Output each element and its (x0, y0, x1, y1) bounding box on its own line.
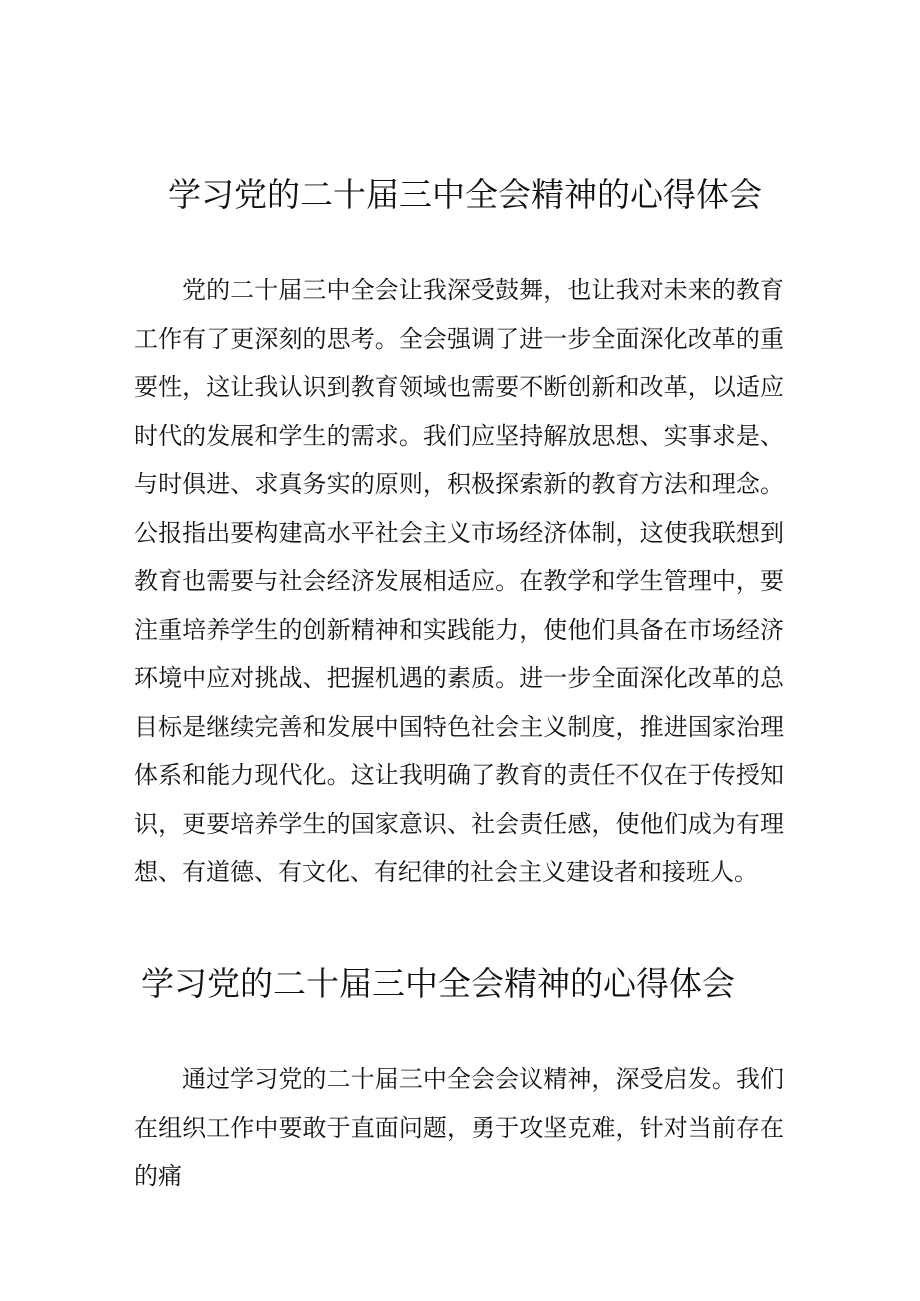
section-1-title: 学习党的二十届三中全会精神的心得体会 (168, 175, 762, 214)
section-1-body: 党的二十届三中全会让我深受鼓舞，也让我对未来的教育工作有了更深刻的思考。全会强调了进一步全面深化改革的重要性，这让我认识到教育领域也需要不断创新和改革，以适应时代的发展和学生的需求。我们应坚持解放思想、实事求是、与时俱进、求真务实的原则，积极探索新的教育方法和理念。公报指出要构建高水平社会主义市场经济体制，这使我联想到教育也需要与社会经济发展相适应。在教学和学生管理中，要注重培养学生的创新精神和实践能力，使他们具备在市场经济环境中应对挑战、把握机遇的素质。进一步全面深化改革的总目标是继续完善和发展中国特色社会主义制度，推进国家治理体系和能力现代化。这让我明确了教育的责任不仅在于传授知识，更要培养学生的国家意识、社会责任感，使他们成为有理想、有道德、有文化、有纪律的社会主义建设者和接班人。 (134, 276, 784, 886)
section-2-body: 通过学习党的二十届三中全会会议精神，深受启发。我们在组织工作中要敢于直面问题，勇于攻坚克难，针对当前存在的痛 (134, 1065, 784, 1190)
section-2-title: 学习党的二十届三中全会精神的心得体会 (141, 964, 735, 1003)
